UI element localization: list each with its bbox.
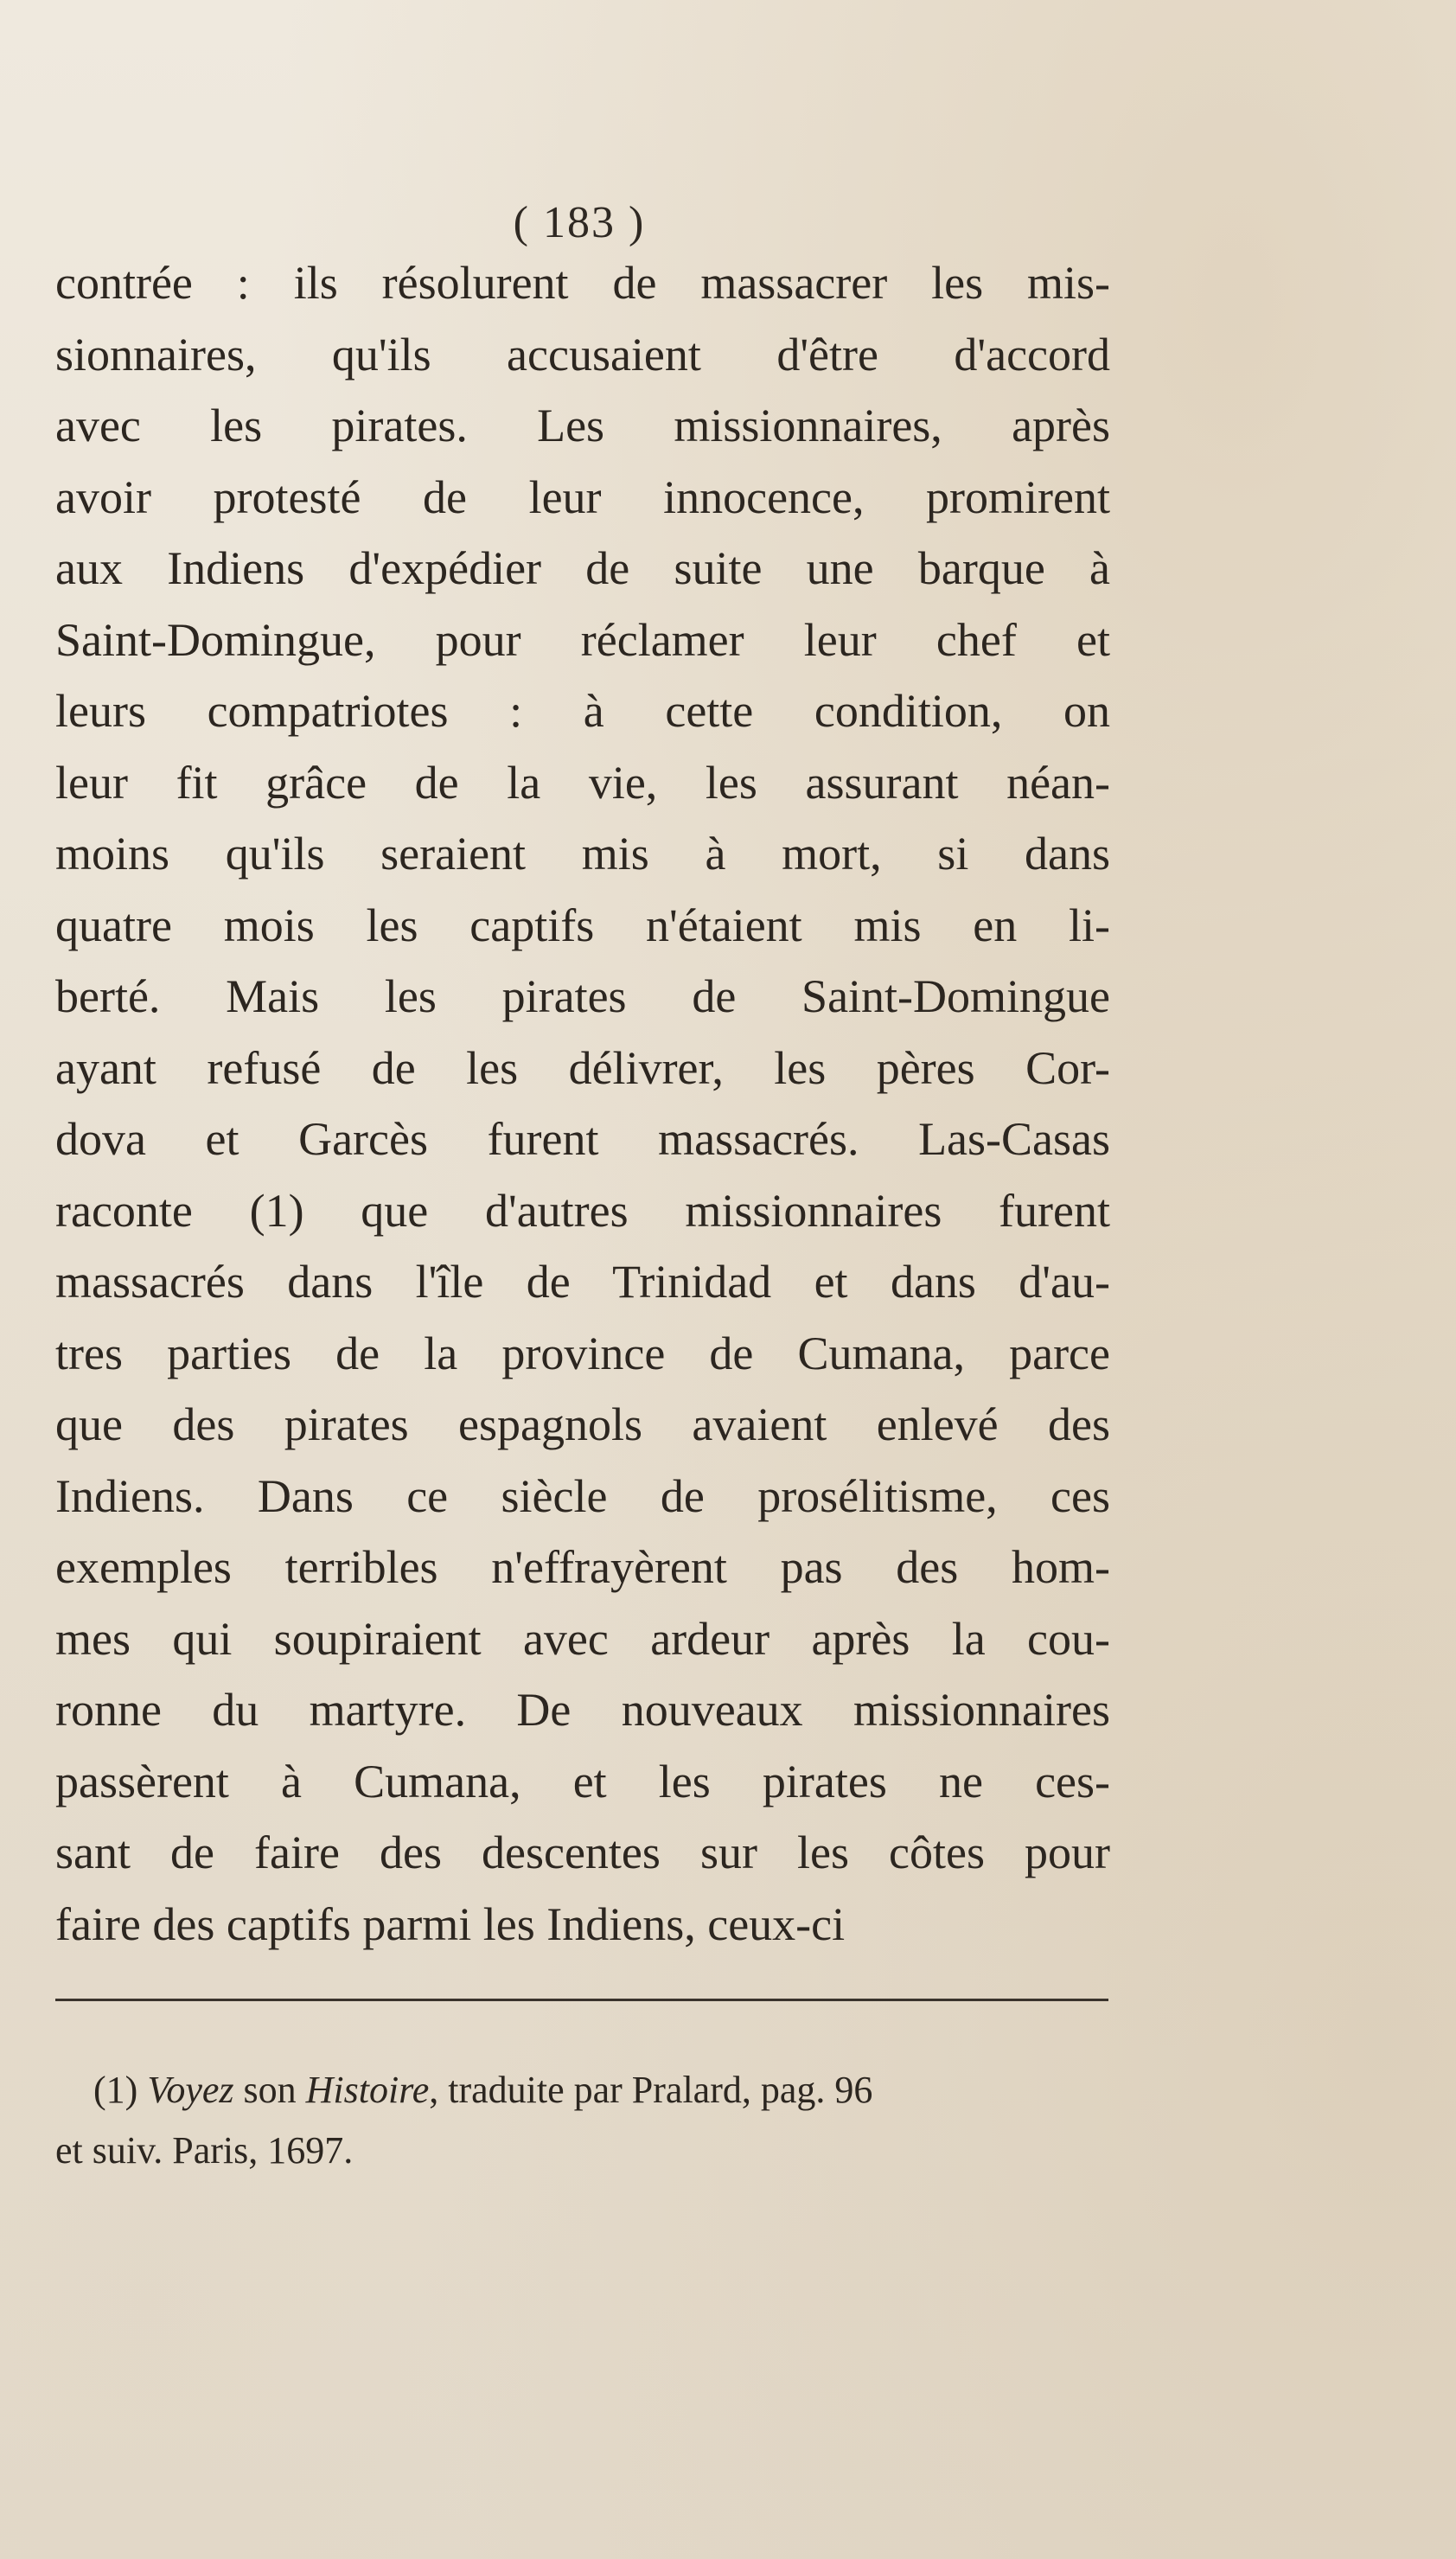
footnote-line: et suiv. Paris, 1697. <box>55 2129 354 2172</box>
text-line: ronne du martyre. De nouveaux missionnaires <box>55 1684 1110 1736</box>
text-line: Indiens. Dans ce siècle de prosélitisme, ces <box>55 1469 1110 1522</box>
text-line: sionnaires, qu'ils accusaient d'être d'accord <box>55 328 1110 381</box>
footnote-text: son <box>243 2069 297 2111</box>
text-line: faire des captifs parmi les Indiens, ceux-ci <box>55 1897 846 1950</box>
footnote <box>55 2060 1119 2181</box>
text-line: dova et Garcès furent massacrés. Las-Casas <box>55 1113 1110 1165</box>
footnote-divider <box>55 1999 1108 2001</box>
text-line: sant de faire des descentes sur les côtes pour <box>55 1826 1110 1878</box>
text-line: leur fit grâce de la vie, les assurant néan- <box>55 756 1110 809</box>
footnote-text: , traduite par Pralard, pag. 96 <box>429 2069 873 2111</box>
text-line: ayant refusé de les délivrer, les pères Cor- <box>55 1041 1110 1094</box>
body-text <box>55 247 1110 1960</box>
footnote-italic: Voyez <box>147 2069 234 2111</box>
text-line: moins qu'ils seraient mis à mort, si dans <box>55 828 1110 880</box>
text-line: raconte (1) que d'autres missionnaires furent <box>55 1184 1110 1237</box>
text-line: leurs compatriotes : à cette condition, on <box>55 685 1110 737</box>
text-line: massacrés dans l'île de Trinidad et dans d'au- <box>55 1256 1110 1308</box>
text-line: quatre mois les captifs n'étaient mis en li- <box>55 899 1110 951</box>
text-line: aux Indiens d'expédier de suite une barque à <box>55 542 1110 594</box>
text-line: mes qui soupiraient avec ardeur après la cou- <box>55 1612 1110 1665</box>
text-line: contrée : ils résolurent de massacrer les mis- <box>55 257 1110 309</box>
text-line: exemples terribles n'effrayèrent pas des hom- <box>55 1541 1110 1593</box>
text-line: Saint-Domingue, pour réclamer leur chef et <box>55 613 1110 666</box>
page-number: ( 183 ) <box>513 198 646 247</box>
text-line: avec les pirates. Les missionnaires, après <box>55 400 1110 451</box>
footnote-italic-title: Histoire <box>305 2069 430 2111</box>
text-line: que des pirates espagnols avaient enlevé des <box>55 1398 1110 1450</box>
footnote-line <box>55 2060 1119 2121</box>
footnote-marker: (1) <box>93 2069 138 2111</box>
text-line: berté. Mais les pirates de Saint-Domingue <box>55 970 1110 1022</box>
text-line: avoir protesté de leur innocence, promirent <box>55 470 1110 523</box>
text-line: passèrent à Cumana, et les pirates ne ces- <box>55 1755 1110 1807</box>
text-line: tres parties de la province de Cumana, parce <box>55 1327 1110 1379</box>
